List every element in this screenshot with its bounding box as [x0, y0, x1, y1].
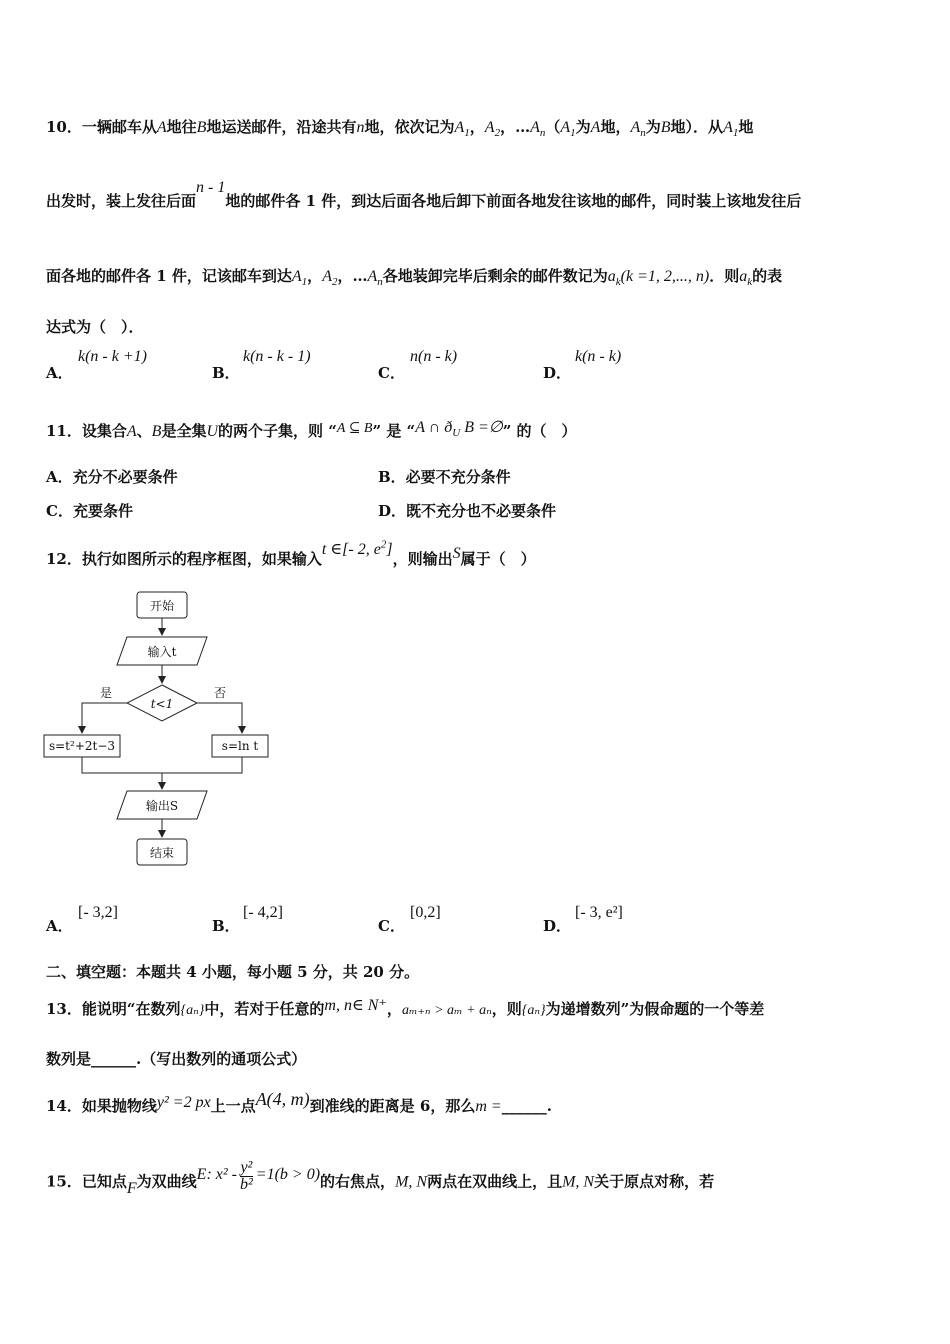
math-parabola: y² =2 px — [156, 1094, 211, 1111]
math-intersection: A ∩ $ð_U$ B =∅ — [415, 419, 503, 440]
q12-option-a-expr: [- 3,2] — [78, 904, 118, 921]
q10-option-a-label: A． — [46, 364, 73, 382]
flow-yes-label: 是 — [99, 686, 113, 700]
math-point-A: A(4, m) — [255, 1089, 310, 1109]
math-n-minus-1: n - 1 — [196, 179, 226, 196]
q10-option-b-expr: k(n - k - 1) — [243, 348, 311, 365]
math-seq: {aₙ} — [180, 1003, 205, 1018]
q10-option-c-label: C． — [378, 364, 405, 382]
math-ak: $a_k$ — [607, 268, 621, 289]
math-A: A — [156, 119, 167, 136]
math-A1: $A_1$ — [454, 119, 470, 140]
math-k-range: (k =1, 2,..., n) — [620, 268, 710, 285]
math-A2: $A_2$ — [484, 119, 501, 140]
math-ineq: aₘ₊ₙ > aₘ + aₙ — [401, 1003, 492, 1018]
q11-option-b: B．必要不充分条件 — [378, 468, 511, 486]
flow-output-label: 输出S — [145, 799, 179, 813]
q10-line-1: 10．一辆邮车从A地往B地运送邮件，沿途共有n地，依次记为$A_1$，$A_2$，$\dots A_n(A_1$为A地，$A_n$为B地）．从$A_1$地 — [46, 118, 754, 140]
math-An: $A_n$ — [530, 119, 546, 140]
q11-option-c: C．充要条件 — [46, 502, 133, 520]
flow-right-label: s=ln t — [221, 739, 259, 753]
q10-option-d-expr: k(n - k) — [575, 348, 622, 365]
q12-option-a-label: A． — [46, 917, 73, 935]
q12-stem: 12．执行如图所示的程序框图，如果输入t ∈[- 2, $e^2$]，则输出S属于（ ） — [46, 538, 536, 568]
q10-line-2: 出发时，装上发往后面n - 1地的邮件各 1 件，到达后面各地后卸下前面各地发往该地的邮件，同时装上该地发往后 — [46, 179, 802, 210]
q12-option-b-expr: [- 4,2] — [243, 904, 283, 921]
q15-stem: 15．已知点F为双曲线E: x² - $\frac{\text{y²}}{\text{b²}}$ =1(b > 0)的右焦点，M, N两点在双曲线上，且M, N关于原点对称，若 — [46, 1159, 715, 1197]
flow-left-label: s=t²+2t−3 — [48, 739, 116, 753]
math-subset: A ⊆ B — [336, 421, 373, 436]
math-hyperbola-head: E: x² - — [196, 1165, 237, 1183]
q10-line-3: 面各地的邮件各 1 件，记该邮车到达$A_1$，$A_2$，$\dots A_n$各地装卸完毕后剩余的邮件数记为$a_k(k =1$, 2,..., n)．则$a_k$的表 — [46, 267, 783, 289]
q13-line-1: 13．能说明“在数列{aₙ}中，若对于任意的m, n∈ N⁺，aₘ₊ₙ > aₘ + aₙ，则{aₙ}为递增数列”为假命题的一个等差 — [46, 997, 765, 1018]
q11-option-d: D．既不充分也不必要条件 — [378, 502, 557, 520]
q11-option-a: A．充分不必要条件 — [46, 468, 178, 486]
math-B: B — [196, 119, 207, 136]
math-n: n — [356, 119, 365, 136]
q10-option-b-label: B． — [212, 364, 240, 382]
q12-option-c-expr: [0,2] — [410, 904, 441, 921]
section-fill-in-heading: 二、填空题：本题共 4 小题，每小题 5 分，共 20 分。 — [46, 963, 420, 981]
math-t-range: t ∈[- 2, $e^2$] — [321, 538, 393, 558]
q12-option-d-expr: [- 3, e²] — [575, 904, 623, 921]
flow-start-label: 开始 — [149, 599, 175, 613]
math-mn: m, n∈ N⁺ — [324, 997, 387, 1014]
math-fraction: $\frac{\text{y²}}{\text{b²}}$ — [240, 1159, 253, 1193]
flow-end-label: 结束 — [149, 846, 175, 860]
q10-line-4: 达式为（ ）． — [46, 318, 144, 336]
flow-no-label: 否 — [213, 686, 227, 700]
math-hyperbola-tail: =1(b > 0) — [255, 1165, 321, 1183]
q14-stem: 14．如果抛物线y² =2 px上一点A(4, m)到准线的距离是 6，那么m =______. — [46, 1089, 552, 1115]
flowchart — [40, 585, 270, 875]
flow-input-label: 输入t — [147, 645, 177, 659]
flow-decision-label: t<1 — [150, 697, 174, 711]
q12-option-d-label: D． — [543, 917, 572, 935]
q10-option-d-label: D． — [543, 364, 572, 382]
q13-line-2: 数列是______.（写出数列的通项公式） — [46, 1050, 307, 1068]
q12-option-b-label: B． — [212, 917, 240, 935]
q11-stem: 11．设集合A、B是全集U的两个子集，则 “A ⊆ B” 是 “A ∩ $ð_U$ B =∅” 的（ ） — [46, 419, 577, 440]
q12-option-c-label: C． — [378, 917, 405, 935]
q10-option-a-expr: k(n - k +1) — [78, 348, 147, 365]
q10-option-c-expr: n(n - k) — [410, 348, 458, 365]
